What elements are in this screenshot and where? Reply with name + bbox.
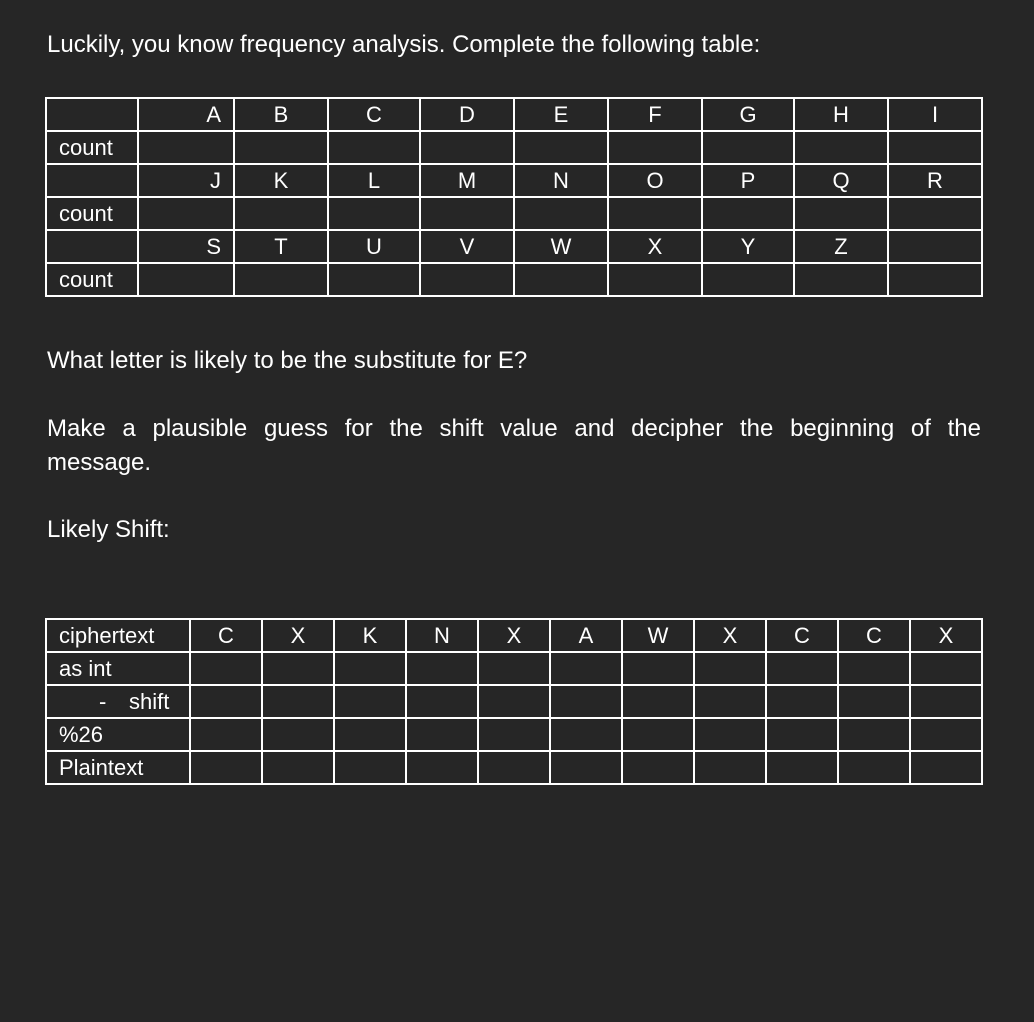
answer-cell[interactable] — [262, 751, 334, 784]
ciphertext-letter-cell: C — [766, 619, 838, 652]
answer-cell[interactable] — [478, 718, 550, 751]
answer-cell[interactable] — [838, 685, 910, 718]
as-int-row — [46, 652, 982, 685]
answer-cell[interactable] — [766, 652, 838, 685]
answer-cell[interactable] — [190, 751, 262, 784]
answer-cell[interactable] — [694, 652, 766, 685]
ciphertext-letter-cell: X — [478, 619, 550, 652]
answer-cell[interactable] — [478, 751, 550, 784]
letter-row — [46, 164, 982, 197]
answer-cell[interactable] — [694, 751, 766, 784]
answer-cell[interactable] — [766, 685, 838, 718]
answer-cell[interactable] — [838, 751, 910, 784]
count-input-cell[interactable] — [794, 197, 888, 230]
letter-header-cell: H — [794, 98, 888, 131]
letter-header-cell: J — [138, 164, 234, 197]
count-input-cell[interactable] — [702, 131, 794, 164]
count-row — [46, 197, 982, 230]
count-input-cell[interactable] — [420, 263, 514, 296]
ciphertext-letter-cell: X — [910, 619, 982, 652]
shift-word: shift — [129, 688, 170, 714]
answer-cell[interactable] — [766, 751, 838, 784]
answer-cell[interactable] — [694, 685, 766, 718]
answer-cell[interactable] — [478, 652, 550, 685]
letter-header-cell: I — [888, 98, 982, 131]
count-input-cell[interactable] — [328, 197, 420, 230]
count-input-cell[interactable] — [138, 197, 234, 230]
count-input-cell[interactable] — [514, 263, 608, 296]
answer-cell[interactable] — [910, 718, 982, 751]
row-label-ciphertext: ciphertext — [46, 619, 190, 652]
letter-header-cell: T — [234, 230, 328, 263]
answer-cell[interactable] — [406, 718, 478, 751]
letter-header-cell: X — [608, 230, 702, 263]
answer-cell[interactable] — [838, 718, 910, 751]
count-input-cell[interactable] — [420, 197, 514, 230]
letter-header-cell: F — [608, 98, 702, 131]
ciphertext-row — [46, 619, 982, 652]
answer-cell[interactable] — [190, 718, 262, 751]
answer-cell[interactable] — [910, 685, 982, 718]
letter-header-cell: V — [420, 230, 514, 263]
count-input-cell[interactable] — [234, 263, 328, 296]
answer-cell[interactable] — [478, 685, 550, 718]
count-input-cell[interactable] — [138, 263, 234, 296]
likely-shift-label: Likely Shift: — [47, 516, 170, 543]
row-label-plaintext: Plaintext — [46, 751, 190, 784]
letter-header-cell: D — [420, 98, 514, 131]
row-label-shift — [46, 685, 190, 718]
count-label: count — [46, 197, 138, 230]
ciphertext-letter-cell: K — [334, 619, 406, 652]
count-input-cell[interactable] — [794, 263, 888, 296]
count-input-cell[interactable] — [234, 131, 328, 164]
count-input-cell[interactable] — [888, 131, 982, 164]
count-input-cell[interactable] — [794, 131, 888, 164]
minus-sign: - — [99, 688, 107, 714]
plaintext-row — [46, 751, 982, 784]
letter-header-cell: Z — [794, 230, 888, 263]
question-e-substitute: What letter is likely to be the substitute for E? — [47, 347, 528, 374]
answer-cell[interactable] — [334, 718, 406, 751]
answer-cell[interactable] — [406, 751, 478, 784]
frequency-table — [45, 97, 983, 297]
count-input-cell[interactable] — [888, 263, 982, 296]
count-input-cell[interactable] — [328, 263, 420, 296]
letter-header-cell — [888, 230, 982, 263]
answer-cell[interactable] — [910, 652, 982, 685]
answer-cell[interactable] — [334, 685, 406, 718]
letter-header-cell: R — [888, 164, 982, 197]
count-label: count — [46, 263, 138, 296]
count-input-cell[interactable] — [702, 263, 794, 296]
count-input-cell[interactable] — [608, 131, 702, 164]
count-input-cell[interactable] — [608, 197, 702, 230]
row-label-mod: %26 — [46, 718, 190, 751]
answer-cell[interactable] — [190, 652, 262, 685]
letter-header-cell: G — [702, 98, 794, 131]
count-input-cell[interactable] — [608, 263, 702, 296]
answer-cell[interactable] — [262, 718, 334, 751]
letter-row — [46, 98, 982, 131]
answer-cell[interactable] — [334, 751, 406, 784]
ciphertext-letter-cell: N — [406, 619, 478, 652]
letter-header-cell: S — [138, 230, 234, 263]
answer-cell[interactable] — [694, 718, 766, 751]
answer-cell[interactable] — [550, 751, 622, 784]
answer-cell[interactable] — [262, 685, 334, 718]
letter-row — [46, 230, 982, 263]
letter-header-cell: O — [608, 164, 702, 197]
blank-cell — [46, 230, 138, 263]
letter-header-cell: K — [234, 164, 328, 197]
answer-cell[interactable] — [334, 652, 406, 685]
answer-cell[interactable] — [622, 718, 694, 751]
letter-header-cell: N — [514, 164, 608, 197]
ciphertext-letter-cell: W — [622, 619, 694, 652]
shift-row — [46, 685, 982, 718]
answer-cell[interactable] — [622, 652, 694, 685]
count-input-cell[interactable] — [234, 197, 328, 230]
count-input-cell[interactable] — [138, 131, 234, 164]
count-input-cell[interactable] — [420, 131, 514, 164]
count-input-cell[interactable] — [702, 197, 794, 230]
letter-header-cell: W — [514, 230, 608, 263]
blank-cell — [46, 98, 138, 131]
letter-header-cell: U — [328, 230, 420, 263]
letter-header-cell: A — [138, 98, 234, 131]
row-label-as-int: as int — [46, 652, 190, 685]
answer-cell[interactable] — [550, 718, 622, 751]
blank-cell — [46, 164, 138, 197]
count-row — [46, 131, 982, 164]
answer-cell[interactable] — [910, 751, 982, 784]
ciphertext-letter-cell: X — [262, 619, 334, 652]
ciphertext-letter-cell: X — [694, 619, 766, 652]
letter-header-cell: Y — [702, 230, 794, 263]
letter-header-cell: C — [328, 98, 420, 131]
mod-row — [46, 718, 982, 751]
count-input-cell[interactable] — [514, 131, 608, 164]
count-input-cell[interactable] — [514, 197, 608, 230]
letter-header-cell: M — [420, 164, 514, 197]
letter-header-cell: L — [328, 164, 420, 197]
answer-cell[interactable] — [838, 652, 910, 685]
answer-cell[interactable] — [262, 652, 334, 685]
ciphertext-letter-cell: A — [550, 619, 622, 652]
intro-text: Luckily, you know frequency analysis. Complete the following table: — [47, 31, 761, 58]
count-input-cell[interactable] — [888, 197, 982, 230]
count-label: count — [46, 131, 138, 164]
cipher-table — [45, 618, 983, 785]
answer-cell[interactable] — [190, 685, 262, 718]
count-row — [46, 263, 982, 296]
answer-cell[interactable] — [622, 751, 694, 784]
answer-cell[interactable] — [550, 652, 622, 685]
answer-cell[interactable] — [406, 652, 478, 685]
answer-cell[interactable] — [766, 718, 838, 751]
count-input-cell[interactable] — [328, 131, 420, 164]
answer-cell[interactable] — [406, 685, 478, 718]
answer-cell[interactable] — [550, 685, 622, 718]
ciphertext-letter-cell: C — [838, 619, 910, 652]
letter-header-cell: E — [514, 98, 608, 131]
letter-header-cell: P — [702, 164, 794, 197]
question-shift-guess: Make a plausible guess for the shift value and decipher the beginning of the message. — [47, 415, 981, 476]
answer-cell[interactable] — [622, 685, 694, 718]
ciphertext-letter-cell: C — [190, 619, 262, 652]
letter-header-cell: Q — [794, 164, 888, 197]
letter-header-cell: B — [234, 98, 328, 131]
